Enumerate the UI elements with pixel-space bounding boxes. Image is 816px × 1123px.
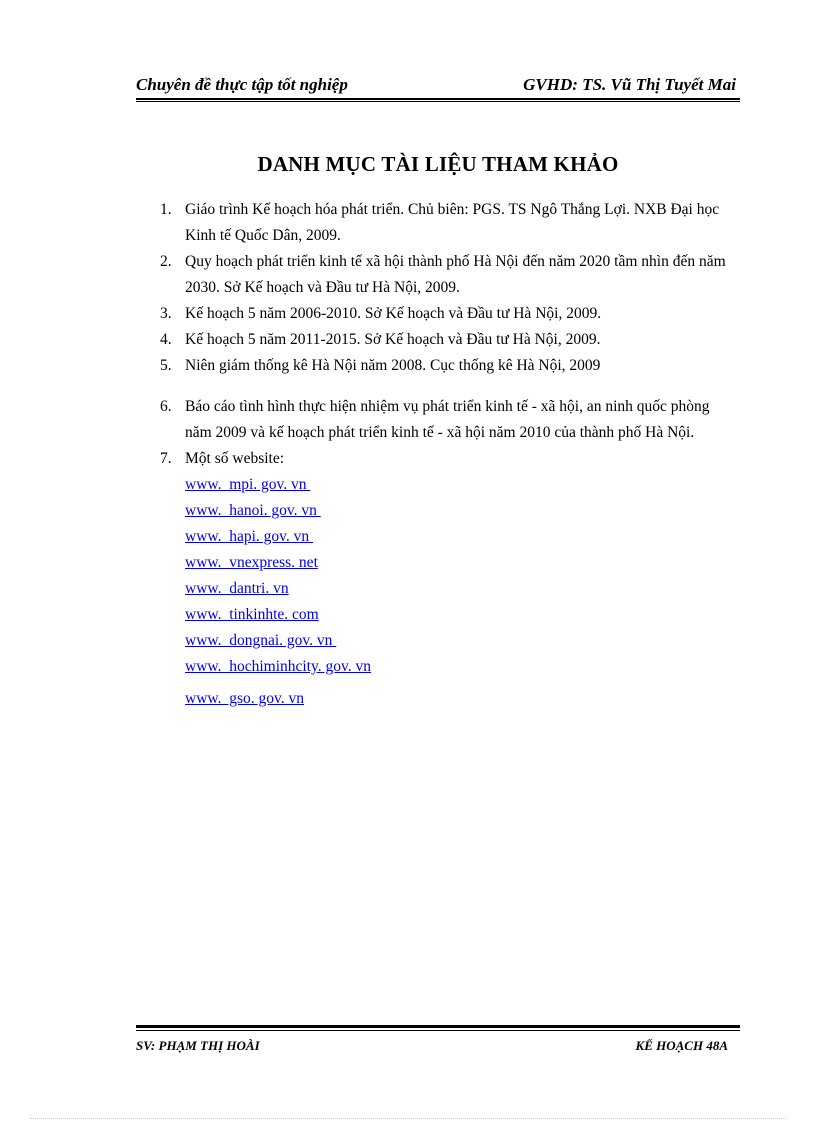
page-title: DANH MỤC TÀI LIỆU THAM KHẢO bbox=[257, 152, 619, 176]
reference-number: 5. bbox=[160, 357, 172, 374]
reference-number: 6. bbox=[160, 398, 172, 415]
reference-text: Kế hoạch 5 năm 2006-2010. Sở Kế hoạch và Đầu tư Hà Nội, 2009. bbox=[185, 305, 602, 322]
header-divider bbox=[136, 98, 740, 102]
header-course-title: Chuyên đề thực tập tốt nghiệp bbox=[136, 75, 348, 94]
footer-student: SV: PHẠM THỊ HOÀI bbox=[136, 1038, 260, 1053]
reference-text: Quy hoạch phát triển kinh tế xã hội thành phố Hà Nội đến năm 2020 tầm nhìn đến năm 2030. Sở Kế hoạch và Đầu tư Hà Nội, 2009. bbox=[185, 253, 726, 296]
page-footer bbox=[136, 1036, 740, 1056]
website-link-vnexpress[interactable]: www. vnexpress. net bbox=[185, 554, 318, 571]
reference-item bbox=[136, 353, 740, 379]
page-header bbox=[136, 74, 740, 96]
reference-number: 2. bbox=[160, 253, 172, 270]
reference-text: Một số website: bbox=[185, 450, 285, 467]
page-edge-divider bbox=[30, 1118, 786, 1119]
footer-divider bbox=[136, 1025, 740, 1031]
reference-item bbox=[136, 249, 740, 301]
reference-item bbox=[136, 446, 740, 712]
reference-number: 7. bbox=[160, 450, 172, 467]
reference-item bbox=[136, 301, 740, 327]
website-link-hapi[interactable]: www. hapi. gov. vn bbox=[185, 528, 314, 545]
website-link-hochiminhcity[interactable]: www. hochiminhcity. gov. vn bbox=[185, 658, 371, 675]
reference-text: Giáo trình Kế hoạch hóa phát triển. Chủ biên: PGS. TS Ngô Thắng Lợi. NXB Đại học Kinh tế Quốc Dân, 2009. bbox=[185, 201, 720, 244]
reference-text: Niên giám thống kê Hà Nội năm 2008. Cục thống kê Hà Nội, 2009 bbox=[185, 357, 601, 374]
header-advisor: GVHD: TS. Vũ Thị Tuyết Mai bbox=[523, 75, 736, 94]
reference-number: 3. bbox=[160, 305, 172, 322]
website-list bbox=[185, 472, 740, 712]
reference-text: Kế hoạch 5 năm 2011-2015. Sở Kế hoạch và Đầu tư Hà Nội, 2009. bbox=[185, 331, 601, 348]
website-link-dantri[interactable]: www. dantri. vn bbox=[185, 580, 289, 597]
reference-item bbox=[136, 197, 740, 249]
reference-item bbox=[136, 394, 740, 446]
website-link-hanoi[interactable]: www. hanoi. gov. vn bbox=[185, 502, 321, 519]
reference-text: Báo cáo tình hình thực hiện nhiệm vụ phát triển kinh tế - xã hội, an ninh quốc phòng năm 2009 và kế hoạch phát triển kinh tế - xã hội năm 2010 của thành phố Hà Nội. bbox=[185, 398, 710, 441]
website-link-gso[interactable]: www. gso. gov. vn bbox=[185, 690, 304, 707]
website-link-mpi[interactable]: www. mpi. gov. vn bbox=[185, 476, 311, 493]
reference-number: 4. bbox=[160, 331, 172, 348]
reference-number: 1. bbox=[160, 201, 172, 218]
reference-item bbox=[136, 327, 740, 353]
website-link-dongnai[interactable]: www. dongnai. gov. vn bbox=[185, 632, 337, 649]
reference-list bbox=[136, 197, 740, 712]
website-link-tinkinhte[interactable]: www. tinkinhte. com bbox=[185, 606, 319, 623]
footer-class: KẾ HOẠCH 48A bbox=[635, 1038, 728, 1053]
